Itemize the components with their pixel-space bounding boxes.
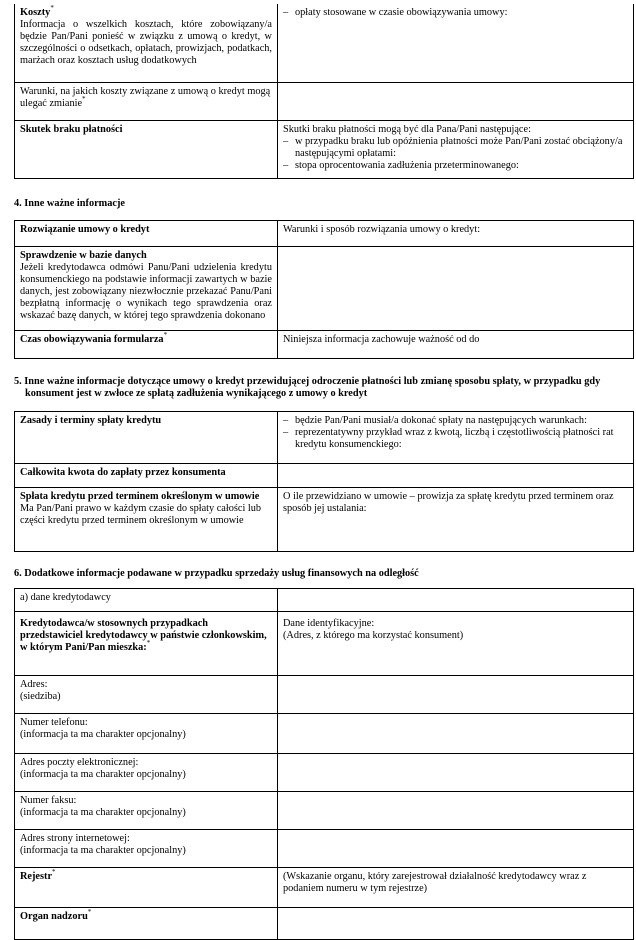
termination-text: Warunki i sposób rozwiązania umowy o kredyt: bbox=[283, 224, 481, 235]
costs-right-item: – opłaty stosowane w czasie obowiązywania umowy: bbox=[283, 7, 628, 19]
total-amount-title: Całkowita kwota do zapłaty przez konsumenta bbox=[20, 467, 226, 478]
supervisor-row bbox=[15, 908, 634, 940]
address-right-cell bbox=[278, 676, 634, 714]
fax-left-cell bbox=[15, 792, 278, 830]
form-validity-row bbox=[15, 331, 634, 359]
cost-change-right-cell bbox=[278, 82, 634, 120]
form-validity-title: Czas obowiązywania formularza bbox=[20, 334, 164, 345]
phone-row bbox=[15, 714, 634, 754]
email-label: Adres poczty elektronicznej: bbox=[20, 757, 139, 768]
section-5-heading-line2: konsument jest w zwłoce ze spłatą zadłużenia wynikającego z umowy o kredyt bbox=[25, 388, 368, 399]
costs-title: Koszty bbox=[20, 7, 51, 18]
lender-row bbox=[15, 612, 634, 676]
database-check-description: Jeżeli kredytodawca odmówi Panu/Pani udzielenia kredytu konsumenckiego na podstawie informacji zawartych w bazie danych, jest zobowiązany niezwłocznie przekazać Panu/Pani bezpłatną informację o wynikach tego sprawdzenia oraz wskazać bazę danych, w której tego sprawdzenia dokonano bbox=[20, 262, 272, 321]
repayment-rules-left-cell bbox=[15, 412, 278, 464]
termination-row bbox=[15, 221, 634, 247]
phone-note: (informacja ta ma charakter opcjonalny) bbox=[20, 729, 186, 740]
cost-change-text: Warunki, na jakich koszty związane z umową o kredyt mogą ulegać zmianie bbox=[20, 85, 271, 109]
register-text: (Wskazanie organu, który zarejestrował działalność kredytodawcy wraz z podaniem numeru w tym rejestrze) bbox=[283, 871, 587, 894]
total-amount-right-cell bbox=[278, 464, 634, 488]
repayment-rules-title: Zasady i terminy spłaty kredytu bbox=[20, 415, 162, 426]
section-6-table bbox=[14, 588, 634, 940]
database-check-right-cell bbox=[278, 247, 634, 331]
costs-description: Informacja o wszelkich kosztach, które zobowiązany/a będzie Pan/Pani ponieść w związku z umową o kredyt, w szczególności o odsetkach, opłatach, prowizjach, podatkach, marżach oraz kosztach usług dodatkowych bbox=[20, 19, 272, 66]
repayment-rules-item: – będzie Pan/Pani musiał/a dokonać spłaty na następujących warunkach: bbox=[283, 415, 628, 427]
lender-left-cell bbox=[15, 612, 278, 676]
footnote-mark: * bbox=[146, 639, 151, 647]
database-check-title: Sprawdzenie w bazie danych bbox=[20, 250, 147, 261]
identification-note: (Adres, z którego ma korzystać konsument) bbox=[283, 630, 464, 641]
nonpayment-left-cell bbox=[15, 120, 278, 178]
email-note: (informacja ta ma charakter opcjonalny) bbox=[20, 769, 186, 780]
database-check-row bbox=[15, 247, 634, 331]
nonpayment-row bbox=[15, 120, 634, 178]
costs-table bbox=[14, 4, 634, 179]
lender-data-row bbox=[15, 589, 634, 612]
lender-data-left-cell bbox=[15, 589, 278, 612]
register-row bbox=[15, 868, 634, 908]
address-left-cell bbox=[15, 676, 278, 714]
database-check-left-cell bbox=[15, 247, 278, 331]
lender-data-right-cell bbox=[278, 589, 634, 612]
website-row bbox=[15, 830, 634, 868]
section-4-table bbox=[14, 220, 634, 359]
supervisor-left-cell bbox=[15, 908, 278, 940]
early-repayment-description: Ma Pan/Pani prawo w każdym czasie do spłaty całości lub części kredytu przed terminem określonym w umowie bbox=[20, 503, 262, 526]
early-repayment-left-cell bbox=[15, 488, 278, 552]
email-row bbox=[15, 754, 634, 792]
form-validity-right-cell bbox=[278, 331, 634, 359]
costs-row bbox=[15, 4, 634, 82]
address-label: Adres: bbox=[20, 679, 48, 690]
cost-change-left-cell bbox=[15, 82, 278, 120]
footnote-mark: * bbox=[87, 908, 92, 916]
website-left-cell bbox=[15, 830, 278, 868]
lender-title: Kredytodawca/w stosownych przypadkach przedstawiciel kredytodawcy w państwie członkowskim, w którym Pani/Pan mieszka: bbox=[20, 618, 267, 653]
termination-title: Rozwiązanie umowy o kredyt bbox=[20, 224, 150, 235]
section-4-heading: 4. Inne ważne informacje bbox=[14, 198, 125, 209]
phone-right-cell bbox=[278, 714, 634, 754]
register-title: Rejestr bbox=[20, 871, 53, 882]
fax-note: (informacja ta ma charakter opcjonalny) bbox=[20, 807, 186, 818]
form-validity-left-cell bbox=[15, 331, 278, 359]
termination-right-cell bbox=[278, 221, 634, 247]
website-right-cell bbox=[278, 830, 634, 868]
footnote-mark: * bbox=[50, 4, 54, 12]
lender-right-cell bbox=[278, 612, 634, 676]
address-note: (siedziba) bbox=[20, 691, 61, 702]
early-repayment-text: O ile przewidziano w umowie – prowizja za spłatę kredytu przed terminem oraz sposób jej ustalania: bbox=[283, 491, 614, 514]
repayment-rules-item: – reprezentatywny przykład wraz z kwotą, liczbą i częstotliwością płatności rat kredytu konsumenckiego: bbox=[283, 427, 628, 451]
repayment-rules-row bbox=[15, 412, 634, 464]
website-note: (informacja ta ma charakter opcjonalny) bbox=[20, 845, 186, 856]
nonpayment-title: Skutek braku płatności bbox=[20, 123, 123, 135]
nonpayment-item: – stopa oprocentowania zadłużenia przeterminowanego: bbox=[283, 160, 628, 172]
cost-change-row bbox=[15, 82, 634, 120]
supervisor-right-cell bbox=[278, 908, 634, 940]
footnote-mark: * bbox=[163, 331, 168, 339]
identification-label: Dane identyfikacyjne: bbox=[283, 618, 375, 629]
early-repayment-row bbox=[15, 488, 634, 552]
form-validity-text: Niniejsza informacja zachowuje ważność od do bbox=[283, 334, 480, 345]
email-right-cell bbox=[278, 754, 634, 792]
fax-right-cell bbox=[278, 792, 634, 830]
lender-data-label: a) dane kredytodawcy bbox=[20, 592, 111, 603]
early-repayment-title: Spłata kredytu przed terminem określonym w umowie bbox=[20, 491, 260, 502]
costs-right-cell bbox=[278, 4, 634, 82]
costs-left-cell bbox=[15, 4, 278, 82]
section-6-heading: 6. Dodatkowe informacje podawane w przypadku sprzedaży usług finansowych na odległość bbox=[14, 568, 419, 579]
termination-left-cell bbox=[15, 221, 278, 247]
supervisor-title: Organ nadzoru bbox=[20, 911, 88, 922]
fax-label: Numer faksu: bbox=[20, 795, 77, 806]
phone-left-cell bbox=[15, 714, 278, 754]
register-left-cell bbox=[15, 868, 278, 908]
website-label: Adres strony internetowej: bbox=[20, 833, 130, 844]
nonpayment-intro: Skutki braku płatności mogą być dla Pana/Pani następujące: bbox=[283, 123, 531, 135]
section-5-table bbox=[14, 411, 634, 552]
footnote-mark: * bbox=[52, 868, 56, 876]
repayment-rules-right-cell bbox=[278, 412, 634, 464]
phone-label: Numer telefonu: bbox=[20, 717, 88, 728]
fax-row bbox=[15, 792, 634, 830]
early-repayment-right-cell bbox=[278, 488, 634, 552]
email-left-cell bbox=[15, 754, 278, 792]
section-5-heading bbox=[14, 376, 623, 400]
section-5-heading-line1: 5. Inne ważne informacje dotyczące umowy o kredyt przewidującej odroczenie płatności lub zmianę sposobu spłaty, w przypadku gdy bbox=[14, 376, 601, 387]
address-row bbox=[15, 676, 634, 714]
register-right-cell bbox=[278, 868, 634, 908]
total-amount-row bbox=[15, 464, 634, 488]
total-amount-left-cell bbox=[15, 464, 278, 488]
footnote-mark: * bbox=[82, 94, 86, 103]
nonpayment-right-cell bbox=[278, 120, 634, 178]
nonpayment-item: – w przypadku braku lub opóźnienia płatności może Pan/Pani zostać obciążony/a następującymi opłatami: bbox=[283, 136, 628, 160]
